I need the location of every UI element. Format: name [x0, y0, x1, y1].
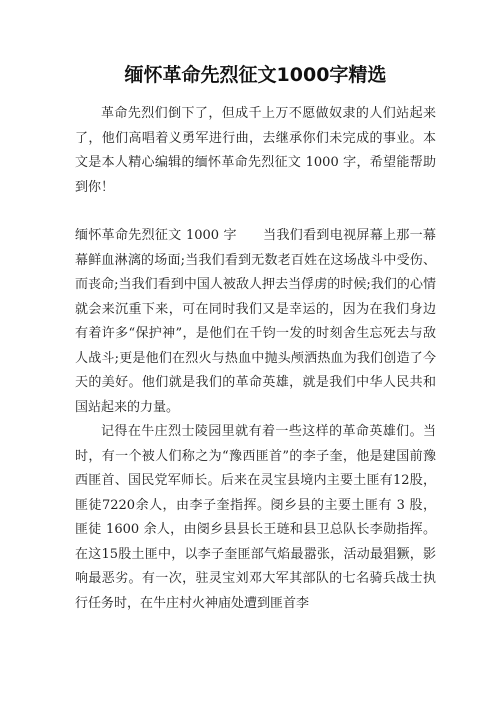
essay-paragraph-1: [75, 224, 436, 420]
essay-paragraph-2: 记得在牛庄烈士陵园里就有着一些这样的革命英雄们。当时，有一个被人们称之为“豫西匪首”的李子奎，他是建国前豫西匪首、国民党军师长。后来在灵宝县境内主要土匪有12股，匪徒7220余人，由李子奎指挥。阌乡县的主要土匪有 3 股，匪徒 1600 余人，由阌乡县县长王琏和县卫总队长李勋指挥。在这15股土匪中，以李子奎匪部气焰最嚣张，活动最猖獗，影响最恶劣。有一次，驻灵宝刘邓大军其部队的七名骑兵战士执行任务时，在牛庄村火神庙处遭到匪首李: [75, 424, 436, 611]
essay-paragraph-1-text: 当我们看到电视屏幕上那一幕幕鲜血淋漓的场面;当我们看到无数老百姓在这场战斗中受伤、而丧命;当我们看到中国人被敌人押去当俘虏的时候;我们的心情就会来沉重下来，可在同时我们又是幸运的，因为在我们身边有着许多“保护神”，是他们在千钧一发的时刻舍生忘死去与敌人战斗;更是他们在烈火与热血中抛头颅洒热血为我们创造了今天的美好。他们就是我们的革命英雄，就是我们中华人民共和国站起来的力量。: [75, 228, 436, 415]
section-heading: 缅怀革命先烈征文 1000 字: [75, 228, 237, 243]
paragraph-gap: [75, 200, 436, 224]
intro-paragraph: 革命先烈们倒下了，但成千上万不愿做奴隶的人们站起来了，他们高唱着义勇军进行曲，去继承你们未完成的事业。本文是本人精心编辑的缅怀革命先烈征文 1000 字，希望能帮助到你！: [75, 106, 436, 195]
document-title: 缅怀革命先烈征文1000字精选: [124, 64, 387, 86]
